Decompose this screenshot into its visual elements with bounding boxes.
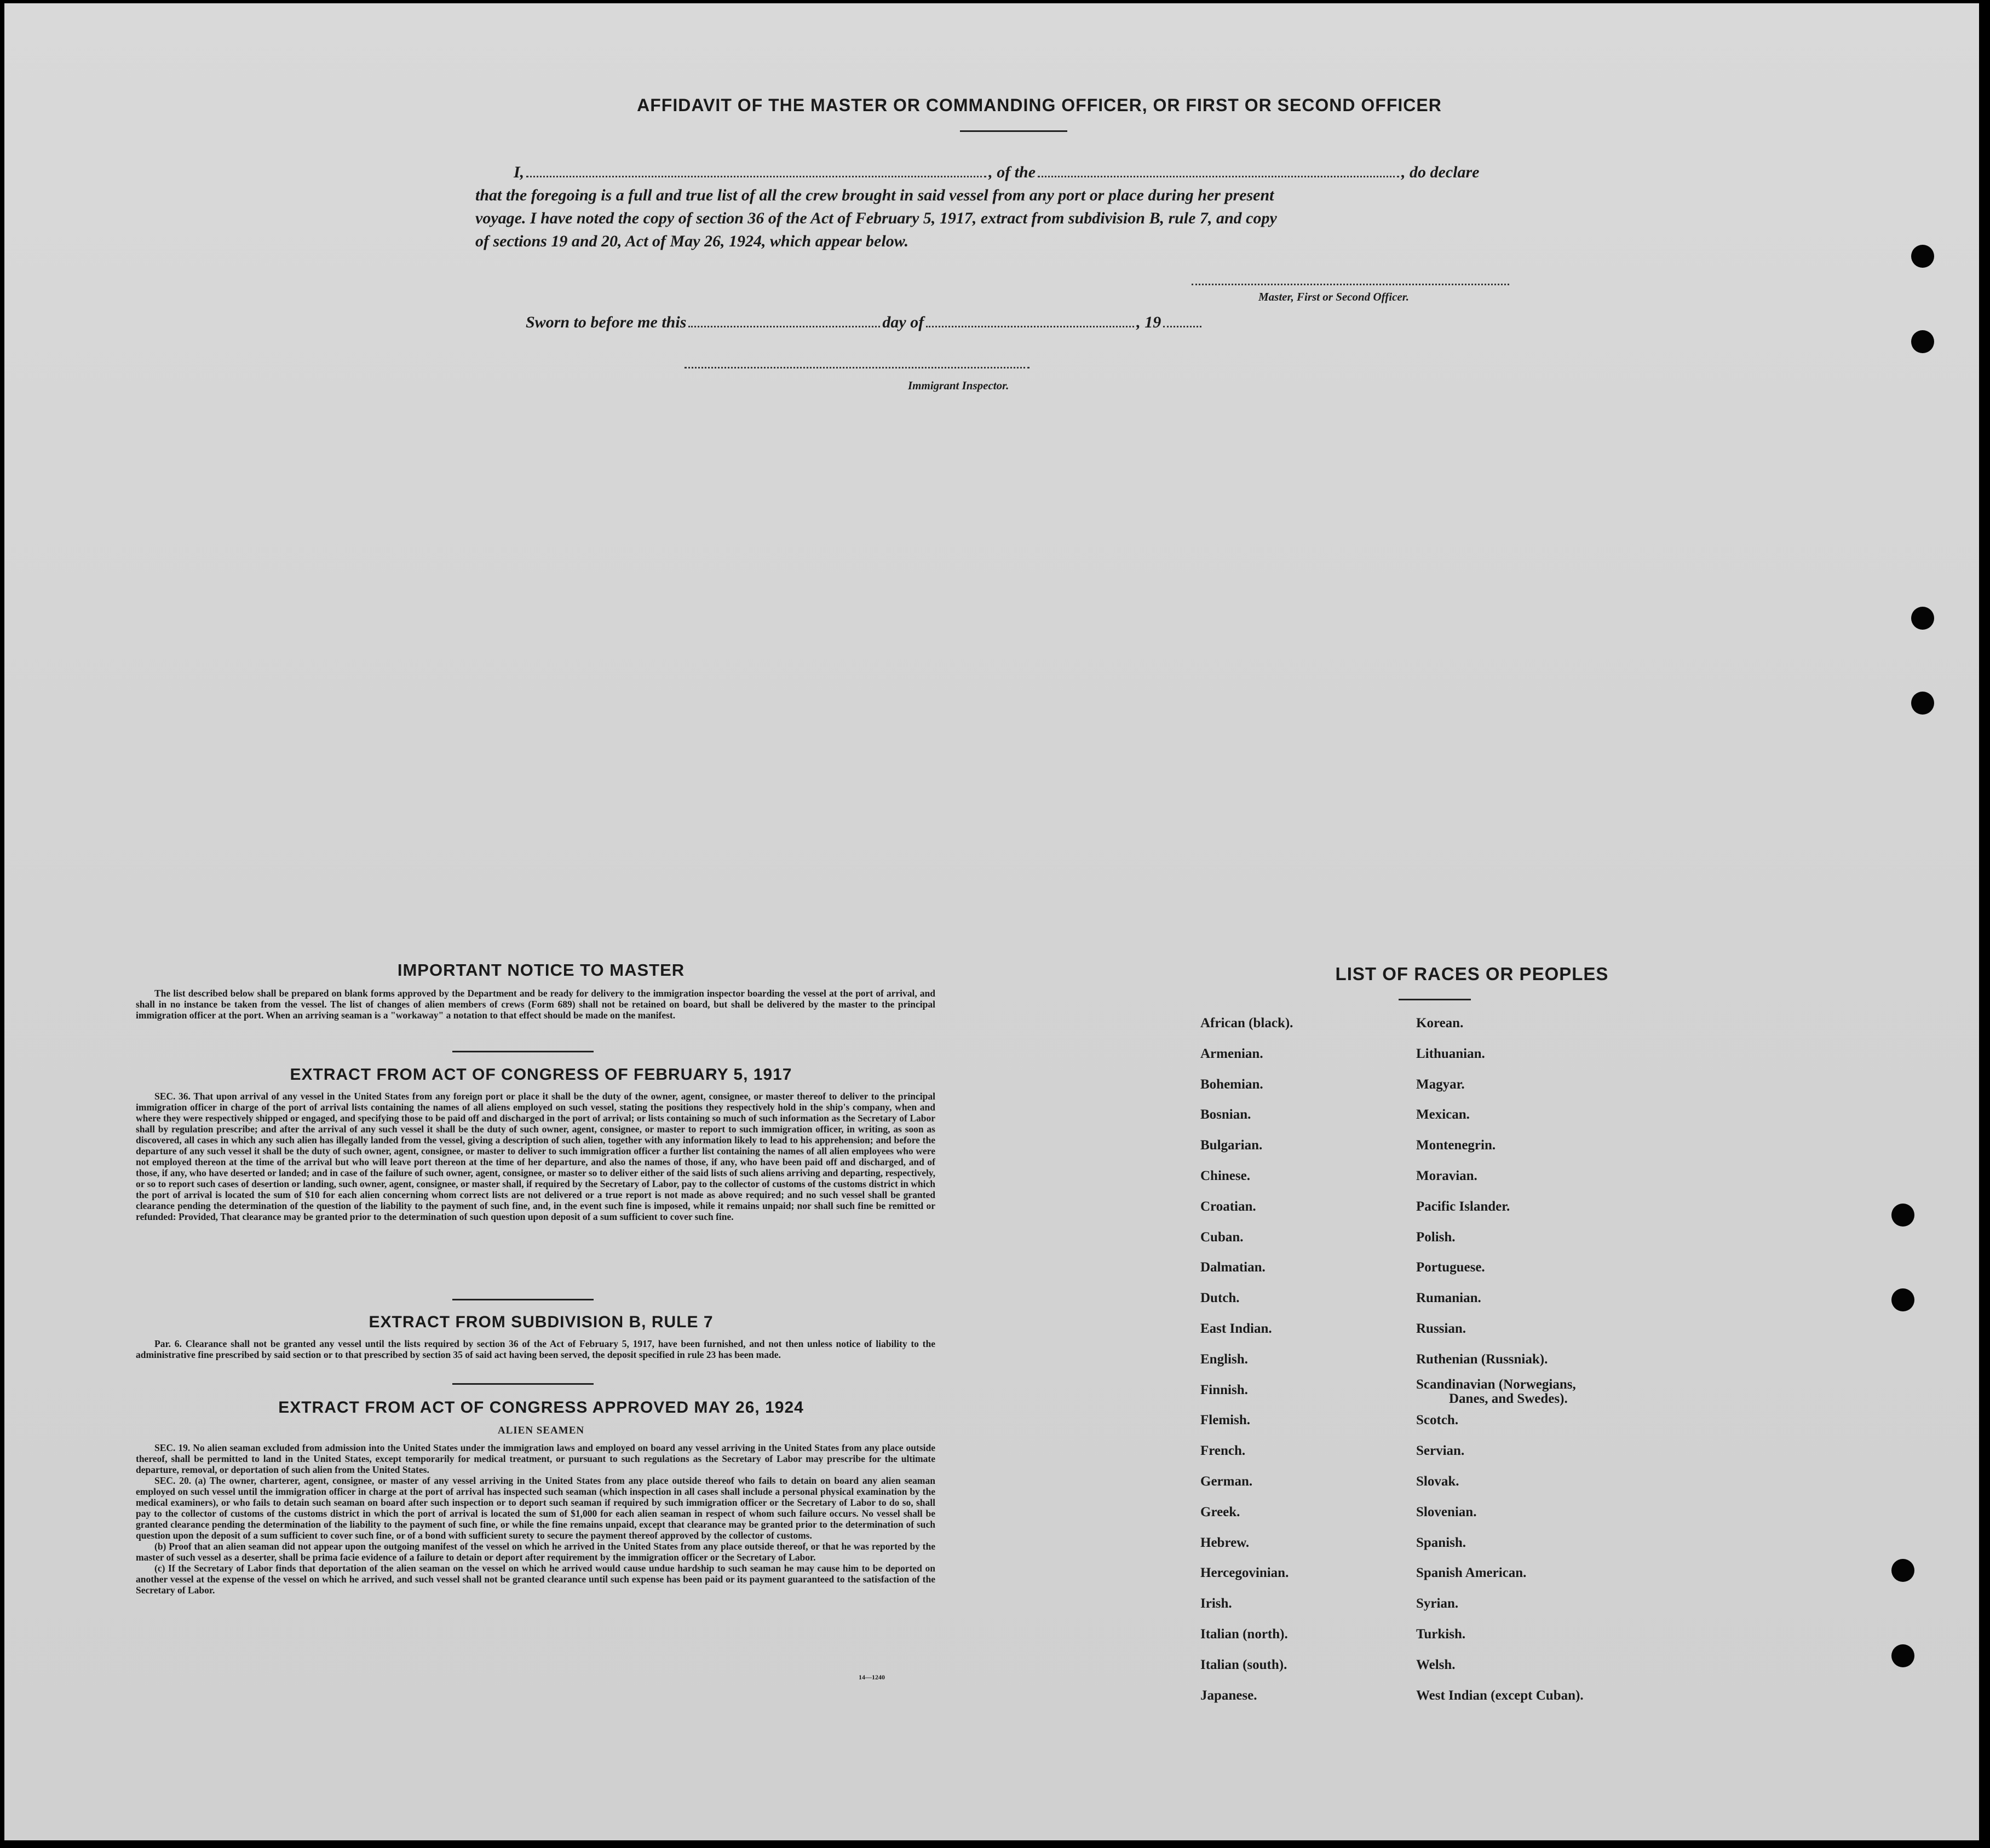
race-item: Rumanian. [1416,1291,1481,1306]
race-item: Chinese. [1200,1168,1250,1183]
sec-19: SEC. 19. No alien seaman excluded from admission into the United States under the immigration laws and employed on board any vessel arriving in the United States from any place outside thereof, shall be permitted to land in the United States, except temporarily for medical treatment, or pursuant to such regulations as the Secretary of Labor may prescribe for the ultimate departure, removal, or deportation of such alien from the United States. [136,1442,935,1475]
master-label: Master, First or Second Officer. [1258,290,1409,303]
race-item: Scandinavian (Norwegians, [1416,1377,1576,1392]
extract-1917-body: SEC. 36. That upon arrival of any vessel in the United States from any foreign port or place it shall be the duty of the owner, agent, consignee, or master thereof to deliver to the principal immigration officer in charge of the port of arrival lists containing the names of all aliens employed on such vessel, stating the positions they respectively hold in the ship's company, when and where they were respectively shipped or engaged, and specifying those to be paid off and discharged in the port of arrival; or lists containing so much of such information as the Secretary of Labor shall by regulation prescribe; and after the arrival of any such vessel it shall be the duty of such owner, agent, consignee, or master to report to such immigration officer, in writing, as soon as discovered, all cases in which any such alien has illegally landed from the vessel, giving a description of such alien, together with any information likely to lead to his apprehension; and before the departure of any such vessel it shall be the duty of such owner, agent, consignee, or master to deliver to such immigration officer a further list containing the names of all alien employees who were not employed thereon at the time of the arrival but who will leave port thereon at the time of her departure, and also the names of those, if any, who have been paid off and discharged, and of those, if any, who have deserted or landed; and in case of the failure of such owner, agent, consignee, or master so to deliver either of the said lists of such aliens arriving and departing, respectively, or so to report such cases of desertion or landing, such owner, agent, consignee, or master shall, if required by the Secretary of Labor, pay to the collector of customs of the customs district in which the port of arrival is located the sum of $10 for each alien concerning whom correct lists are not delivered or a true report is not made as above required; and no such vessel shall be granted clearance pending the determination of the question of the liability to the payment of such fine, and, in the event such fine is imposed, while it remains unpaid; nor shall such fine be remitted or refunded: Provided, That clearance may be granted prior to the determination of such question upon deposit of a sum sufficient to cover such fine. [136,1091,935,1222]
inspector-label: Immigrant Inspector. [908,379,1009,392]
race-item: Scotch. [1416,1413,1459,1428]
race-item: Bosnian. [1200,1107,1251,1122]
sec-20a: SEC. 20. (a) The owner, charterer, agent, consignee, or master of any vessel arriving in the United States from any place outside thereof who fails to detain on board any alien seaman employed on such vessel until the immigration officer in charge at the port of arrival has inspected such seaman (which inspection in all cases shall include a personal physical examination by the medical examiners), or who fails to detain such seaman on board after such inspection or to deport such seaman if required by such immigration officer or the Secretary of Labor to do so, shall pay to the collector of customs of the customs district in which the port of arrival is located the sum of $1,000 for each alien seaman in respect of whom such failure occurs. No vessel shall be granted clearance pending the determination of the liability to the payment of such fine, or while the fine remains unpaid, except that clearance may be granted prior to the determination of such question upon the deposit of a sum sufficient to cover such fine, or of a bond with sufficient surety to secure the payment thereof approved by the collector of customs. [136,1475,935,1541]
extract-1917-title: EXTRACT FROM ACT OF CONGRESS OF FEBRUARY 5, 1917 [290,1066,792,1084]
race-item: Pacific Islander. [1416,1199,1510,1214]
race-item: Portuguese. [1416,1260,1485,1275]
race-item: Slovak. [1416,1474,1459,1489]
race-item: French. [1200,1443,1246,1459]
race-item: Russian. [1416,1321,1466,1336]
race-item: Croatian. [1200,1199,1256,1214]
race-item: Syrian. [1416,1596,1459,1611]
race-item: Bohemian. [1200,1076,1263,1092]
day-of-text: day of [882,313,924,331]
extract-1924-title: EXTRACT FROM ACT OF CONGRESS APPROVED MAY 26, 1924 [278,1398,804,1417]
race-item: English. [1200,1351,1248,1367]
race-item: Magyar. [1416,1076,1465,1092]
race-item: Hebrew. [1200,1535,1250,1550]
race-item: Dalmatian. [1200,1260,1266,1275]
binder-hole [1891,1644,1914,1667]
rule-7-body: Par. 6. Clearance shall not be granted any vessel until the lists required by section 36 of the Act of February 5, 1917, have been furnished, and not then unless notice of liability to the administrative fine prescribed by said section or to that prescribed by section 35 of said act having been served, the deposit specified in rule 23 has been made. [136,1338,935,1360]
race-item: Armenian. [1200,1046,1263,1061]
sworn-year-blank[interactable] [1163,326,1201,327]
form-number: 14—1240 [859,1673,885,1681]
affidavit-line-3: voyage. I have noted the copy of section 36 of the Act of February 5, 1917, extract from subdivision B, rule 7, and copy [475,209,1277,227]
race-item: Finnish. [1200,1382,1248,1397]
race-item: Korean. [1416,1016,1464,1030]
alien-seamen-subhead: ALIEN SEAMEN [497,1425,585,1436]
race-item: Cuban. [1200,1229,1244,1245]
vessel-blank[interactable] [1038,176,1399,177]
affidavit-body [475,161,1549,253]
race-item: Servian. [1416,1443,1465,1459]
year-prefix: , 19 [1136,313,1161,331]
binder-hole [1891,1204,1914,1227]
sec-20b: (b) Proof that an alien seaman did not appear upon the outgoing manifest of the vessel on which he arrived in the United States from any place outside thereof, or that he was reported by the master of such vessel as a deserter, shall be prima facie evidence of a failure to detain or deport after requirement by the immigration officer or the Secretary of Labor. [136,1541,935,1563]
inspector-signature-line[interactable] [685,367,1029,369]
race-item: Spanish. [1416,1535,1466,1550]
race-item: Bulgarian. [1200,1138,1263,1153]
sworn-month-blank[interactable] [926,326,1134,327]
race-item: Montenegrin. [1416,1138,1496,1153]
race-item: Italian (north). [1200,1627,1288,1642]
race-item: Lithuanian. [1416,1046,1485,1061]
divider [452,1383,594,1385]
race-item: Irish. [1200,1596,1232,1611]
master-signature-line[interactable] [1192,284,1509,285]
binder-hole [1911,245,1934,268]
race-item: Greek. [1200,1504,1240,1519]
sworn-line [526,311,1292,334]
race-item: Welsh. [1416,1657,1456,1672]
divider [452,1299,594,1300]
race-item: Slovenian. [1416,1504,1477,1519]
document-page [4,3,1979,1840]
divider [452,1051,594,1052]
sec-20c: (c) If the Secretary of Labor finds that deportation of the alien seaman on the vessel on which he arrived would cause undue hardship to such seaman he may cause him to be deported on another vessel at the expense of the vessel on which he arrived, and such vessel shall not be granted clearance until such expense has been paid or its payment guaranteed to the satisfaction of the Secretary of Labor. [136,1563,935,1596]
race-item: West Indian (except Cuban). [1416,1688,1584,1703]
binder-hole [1911,330,1934,353]
race-item: Japanese. [1200,1688,1257,1703]
extract-1924-body [136,1442,935,1596]
affidavit-of-the: , of the [988,163,1036,181]
race-item: African (black). [1200,1016,1293,1030]
notice-body: The list described below shall be prepared on blank forms approved by the Department and be ready for delivery to the immigration inspector boarding the vessel at the port of arrival, and shall in no instance be taken from the vessel. The list of changes of alien members of crews (Form 689) shall not be retained on board, but shall be delivered by the master to the principal immigration officer at the port. When an arriving seaman is a "workaway" a notation to that effect should be made on the manifest. [136,988,935,1021]
race-item-continuation: Danes, and Swedes). [1449,1391,1568,1406]
race-item: German. [1200,1474,1253,1489]
notice-title: IMPORTANT NOTICE TO MASTER [397,960,685,980]
race-item: Hercegovinian. [1200,1565,1289,1581]
race-item: Dutch. [1200,1291,1240,1306]
sworn-text: Sworn to before me this [526,313,687,331]
affidavit-line-4: of sections 19 and 20, Act of May 26, 1924, which appear below. [475,232,909,250]
title-rule [960,130,1067,132]
binder-hole [1891,1559,1914,1582]
binder-hole [1911,607,1934,630]
race-item: Moravian. [1416,1168,1477,1183]
sworn-day-blank[interactable] [688,326,880,327]
race-item: Spanish American. [1416,1565,1527,1581]
race-item: Mexican. [1416,1107,1470,1122]
races-title: LIST OF RACES OR PEOPLES [1335,964,1609,984]
race-item: Italian (south). [1200,1657,1287,1672]
rule-7-title: EXTRACT FROM SUBDIVISION B, RULE 7 [369,1313,714,1331]
binder-hole [1891,1288,1914,1311]
divider [1399,999,1471,1000]
binder-hole [1911,692,1934,715]
name-blank[interactable] [526,176,986,177]
affidavit-do-declare: , do declare [1401,163,1480,181]
race-item: Flemish. [1200,1413,1250,1428]
affidavit-line-2: that the foregoing is a full and true list of all the crew brought in said vessel from any port or place during her present [475,186,1274,204]
race-item: Ruthenian (Russniak). [1416,1351,1548,1367]
affidavit-i: I, [514,163,525,181]
affidavit-title: AFFIDAVIT OF THE MASTER OR COMMANDING OFFICER, OR FIRST OR SECOND OFFICER [637,95,1442,115]
race-item: East Indian. [1200,1321,1272,1336]
race-item: Polish. [1416,1229,1456,1245]
race-item: Turkish. [1416,1627,1466,1642]
